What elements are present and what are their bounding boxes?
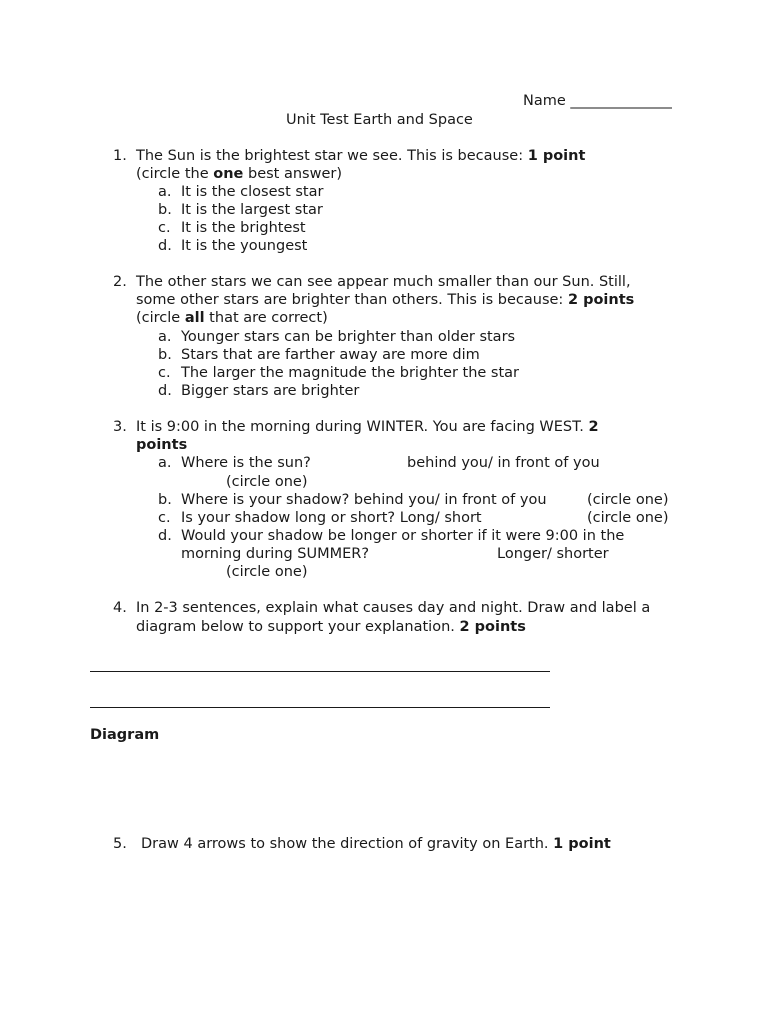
question-4-prompt: diagram below to support your explanation. [136, 619, 460, 635]
option-letter: d. [158, 238, 172, 254]
question-5-text [141, 835, 611, 853]
q3-part-c-circle: (circle one) [587, 510, 669, 526]
question-2-number: 2. [113, 274, 127, 290]
question-5-prompt: Draw 4 arrows to show the direction of gravity on Earth. [141, 836, 554, 852]
instruction-part: (circle [136, 310, 185, 326]
question-4-line-1: In 2-3 sentences, explain what causes day and night. Draw and label a [136, 600, 651, 616]
q1-option-b: It is the largest star [181, 202, 323, 218]
q3-part-d-line-2: morning during SUMMER? [181, 546, 370, 562]
q3-part-d-line-1: Would your shadow be longer or shorter if it were 9:00 in the [181, 528, 625, 544]
question-2-line-1: The other stars we can see appear much smaller than our Sun. Still, [136, 274, 631, 290]
question-1-prompt: The Sun is the brightest star we see. This is because: [136, 148, 528, 164]
option-letter: a. [158, 455, 172, 471]
instruction-emphasis: one [213, 166, 244, 182]
question-4-number: 4. [113, 600, 127, 616]
question-1-instruction [136, 165, 342, 183]
question-4-line-2 [136, 618, 526, 636]
q1-option-a: It is the closest star [181, 184, 324, 200]
question-3-text [136, 418, 599, 436]
question-1-points: 1 point [527, 148, 586, 164]
q2-option-d: Bigger stars are brighter [181, 383, 360, 399]
q2-option-a: Younger stars can be brighter than older stars [181, 329, 516, 345]
instruction-part: best answer) [243, 166, 342, 182]
question-3-points-word: points [136, 437, 188, 453]
diagram-label: Diagram [90, 727, 160, 743]
question-1-text [136, 147, 585, 165]
instruction-part: that are correct) [204, 310, 328, 326]
option-letter: c. [158, 220, 171, 236]
q3-part-c-question: Is your shadow long or short? Long/ short [181, 510, 482, 526]
option-letter: d. [158, 383, 172, 399]
q2-option-b: Stars that are farther away are more dim [181, 347, 480, 363]
q1-option-d: It is the youngest [181, 238, 308, 254]
option-letter: a. [158, 184, 172, 200]
option-letter: c. [158, 510, 171, 526]
question-4-points: 2 points [459, 619, 526, 635]
question-2-points: 2 points [567, 292, 635, 308]
page-title: Unit Test Earth and Space [286, 112, 473, 128]
question-5-points: 1 point [553, 836, 611, 852]
question-1-number: 1. [113, 148, 127, 164]
q3-part-b-question: Where is your shadow? behind you/ in front of you [181, 492, 547, 508]
q1-option-c: It is the brightest [181, 220, 306, 236]
question-5-number: 5. [113, 836, 127, 852]
option-letter: d. [158, 528, 172, 544]
q2-option-c: The larger the magnitude the brighter the star [181, 365, 520, 381]
answer-line-2[interactable] [90, 707, 550, 708]
option-letter: c. [158, 365, 171, 381]
question-2-instruction [136, 309, 328, 327]
q3-part-a-question: Where is the sun? [181, 455, 311, 471]
option-letter: b. [158, 492, 172, 508]
question-3-number: 3. [113, 419, 127, 435]
option-letter: b. [158, 202, 172, 218]
question-3-points-cont [136, 436, 187, 454]
name-field-label: Name ______________ [523, 93, 672, 109]
question-2-line-2 [136, 291, 634, 309]
q3-part-a-circle: (circle one) [226, 474, 308, 490]
instruction-part: (circle the [136, 166, 214, 182]
option-letter: a. [158, 329, 172, 345]
instruction-emphasis: all [184, 310, 205, 326]
question-3-prompt: It is 9:00 in the morning during WINTER. You are facing WEST. [136, 419, 589, 435]
question-3-points: 2 [588, 419, 599, 435]
question-2-prompt: some other stars are brighter than others. This is because: [136, 292, 568, 308]
q3-part-d-choices: Longer/ shorter [497, 546, 609, 562]
option-letter: b. [158, 347, 172, 363]
q3-part-a-choices: behind you/ in front of you [407, 455, 600, 471]
q3-part-b-circle: (circle one) [587, 492, 669, 508]
q3-part-d-circle: (circle one) [226, 564, 308, 580]
answer-line-1[interactable] [90, 671, 550, 672]
